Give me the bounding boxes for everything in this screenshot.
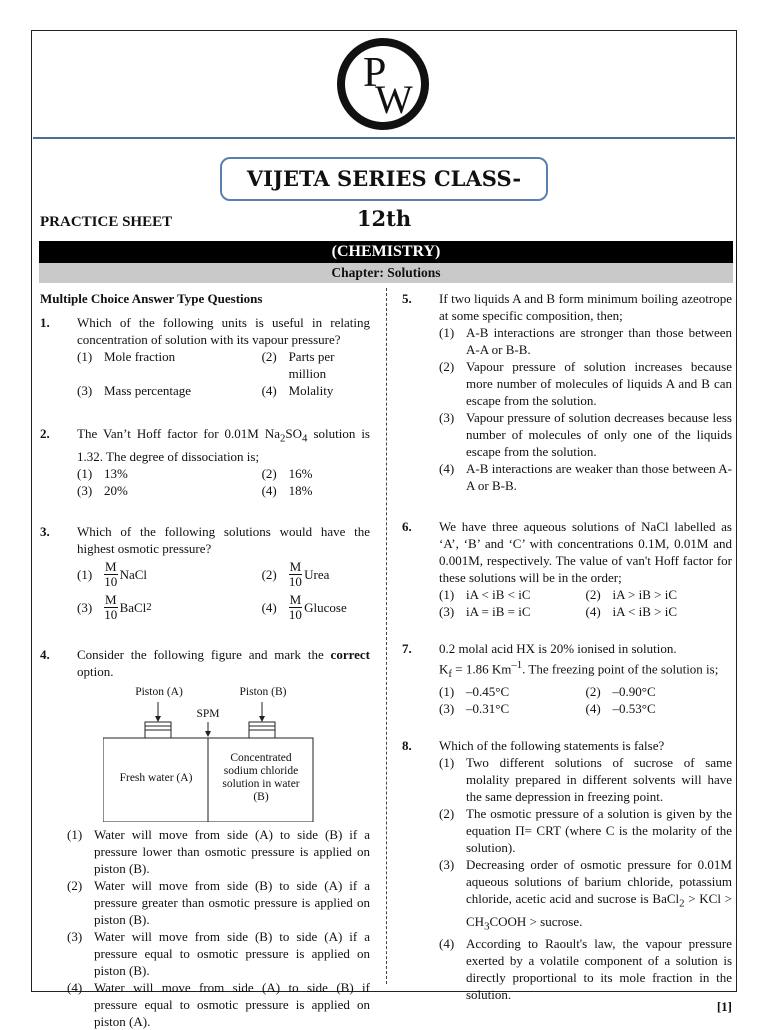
question-5 [402,290,732,494]
option-number: (1) [439,325,455,340]
option-text: –0.45°C [466,683,510,699]
question-6 [402,518,732,620]
option-2[interactable] [586,586,733,603]
question-text: We have three aqueous solutions of NaCl labelled as ‘A’, ‘B’ and ‘C’ with concentrations 0.1M, 0.01M and 0.001M, respectively. The value of van't Hoff factor for these solutions will be in the order; [439,519,732,585]
spm-label: SPM [196,707,220,720]
option-2[interactable] [439,805,732,856]
piston-b-arrowhead [259,716,265,722]
question-number: 3. [40,523,50,539]
option-text: 18% [288,482,313,498]
fraction [289,560,303,589]
options [439,683,732,717]
option-4[interactable] [262,593,370,622]
option-number: (2) [439,805,455,821]
question-2 [40,425,370,499]
options [439,324,732,494]
question-number: 2. [40,426,50,441]
piston-a-arrowhead [155,716,161,722]
option-3[interactable] [439,409,732,460]
option-3[interactable] [439,700,586,717]
option-text: 13% [104,465,128,481]
subscript: 2 [146,600,152,613]
option-number: (3) [77,383,93,398]
option-text: –0.90°C [612,683,656,699]
option-number: (1) [439,587,455,602]
option-number: (2) [585,587,601,602]
option-text: Urea [304,566,330,582]
subscript: 4 [302,432,308,445]
page-number: [1] [716,999,732,1014]
header-rule [33,137,735,139]
text-line [439,657,732,683]
question-text [77,425,370,465]
option-number: (4) [439,936,455,952]
option-number: (4) [585,604,601,619]
option-text: iA > iB > iC [612,587,678,602]
subject-bar: (CHEMISTRY) [39,241,733,263]
fraction-numerator: M [105,591,117,607]
option-1[interactable] [439,683,586,700]
option-1[interactable] [67,826,370,877]
question-text: Which of the following units is useful in relating concentration of solution with its vapour pressure? [77,315,370,347]
text-part: SO [285,426,303,441]
option-text: iA < iB > iC [612,604,678,619]
option-text: Molality [288,383,334,398]
option-number: (4) [585,700,601,716]
section-heading: Multiple Choice Answer Type Questions [40,291,263,306]
option-number: (2) [261,566,277,582]
option-text: BaCl [119,599,147,615]
option-number: (3) [77,599,93,615]
fraction-denominator: 10 [288,573,302,589]
column-divider [386,288,387,984]
option-1[interactable] [439,754,732,805]
spm-arrowhead [205,731,211,737]
question-3 [40,523,370,626]
fraction-numerator: M [289,558,302,574]
text-part: option. [77,663,114,679]
option-text: Glucose [304,599,347,615]
option-4[interactable] [262,482,370,499]
text-part: COOH > sucrose. [489,913,583,929]
fraction-numerator: M [289,591,302,607]
fresh-water-label: Fresh water (A) [119,771,193,784]
question-text: Which of the following statements is false? [439,737,665,753]
option-1[interactable] [77,348,262,382]
question-number: 5. [402,291,412,306]
option-4[interactable] [586,603,733,620]
practice-sheet-label: PRACTICE SHEET [40,214,173,230]
subscript: 2 [280,432,286,445]
option-text: According to Raoult's law, the vapour pressure exerted by a volatile component of a solution is directly proportional to its mole fraction in the solution. [466,936,732,1003]
question-number: 1. [40,315,50,330]
option-2[interactable] [262,348,370,382]
osmosis-figure [103,686,343,822]
fraction-denominator: 10 [104,606,118,622]
bold-text: correct [330,646,370,662]
option-number: (1) [67,826,83,842]
option-2[interactable] [586,683,733,700]
option-number: (1) [77,566,93,582]
option-2[interactable] [439,358,732,409]
text-part: The Van’t Hoff factor for 0.01M Na [77,426,280,441]
option-1[interactable] [439,586,586,603]
option-3[interactable] [77,593,262,622]
text-part: = 1.86 Km [452,661,512,677]
fraction [104,593,118,622]
logo-letter-w: W [375,77,413,122]
question-1 [40,314,370,399]
option-text: Vapour pressure of solution decreases because less number of molecules of only one of the liquids escape from the solution. [466,410,732,459]
fraction-denominator: 10 [104,573,118,589]
option-number: (2) [439,359,455,374]
text-part: . The freezing point of the solution is; [522,661,719,677]
option-1[interactable] [77,560,262,589]
left-column [40,290,370,1030]
option-3[interactable] [439,603,586,620]
option-4[interactable] [439,935,732,1003]
option-number: (1) [439,754,455,770]
question-number: 4. [40,646,50,662]
option-number: (4) [261,599,277,615]
option-text: –0.53°C [612,700,656,716]
fraction [104,560,118,589]
option-text: –0.31°C [466,700,510,716]
superscript: –1 [511,659,523,671]
option-number: (3) [439,604,455,619]
right-column [402,290,732,1003]
options [77,348,370,399]
question-text: Which of the following solutions would have the highest osmotic pressure? [77,523,370,556]
option-text: A-B interactions are weaker than those between A-A or B-B. [466,461,732,493]
text-line: 0.2 molal acid HX is 20% ionised in solution. [439,641,677,656]
option-3[interactable] [77,482,262,499]
option-4[interactable] [262,382,370,399]
option-number: (2) [67,877,83,893]
option-number: (2) [261,349,277,364]
text-part: > KCl > CH [466,890,732,929]
fraction-denominator: 10 [288,606,302,622]
option-text: Parts per million [288,349,335,381]
option-number: (3) [439,700,455,716]
option-3[interactable] [439,856,732,935]
option-1[interactable] [439,324,732,358]
option-number: (2) [261,465,277,481]
option-number: (4) [67,979,83,995]
option-text: Water will move from side (A) to side (B) if a pressure lower than osmotic pressure is applied on piston (B). [94,826,370,876]
options [77,560,370,626]
option-number: (4) [261,383,277,398]
options [67,826,370,1030]
option-text: 20% [104,482,128,498]
subscript: 2 [679,897,685,910]
text-part: Consider the following figure and mark the [77,646,331,662]
option-text: Vapour pressure of solution increases because more number of molecules of liquids A and B can escape from the solution. [466,359,732,408]
options [439,586,732,620]
option-number: (1) [77,349,93,364]
option-text: NaCl [119,566,148,582]
option-number: (2) [585,683,601,699]
option-2[interactable] [262,560,370,589]
option-text: Water will move from side (A) to side (B) if pressure equal to osmotic pressure is applied on piston (A). [94,979,370,1029]
option-text: 16% [288,465,313,481]
piston-b-label: Piston (B) [239,685,287,698]
options [439,754,732,1003]
piston-a-label: Piston (A) [135,685,183,698]
options [77,465,370,499]
fraction [289,593,303,622]
pw-logo [337,38,429,130]
chapter-bar: Chapter: Solutions [39,263,733,283]
option-text: Mole fraction [104,349,176,364]
question-text [77,646,370,680]
option-text: A-B interactions are stronger than those between A-A or B-B. [466,325,732,357]
question-number: 7. [402,641,412,656]
fraction-numerator: M [105,558,117,574]
option-text [466,856,732,935]
option-number: (4) [439,461,455,476]
option-number: (3) [77,482,93,498]
question-text [439,640,732,683]
option-number: (1) [77,465,93,481]
option-text: iA < iB < iC [466,587,531,602]
subscript: 3 [484,920,490,933]
option-text: Mass percentage [104,383,191,398]
text-part: Decreasing order of osmotic pressure for 0.01M aqueous solutions of barium chloride, potassium chloride, acetic acid and sucrose is BaCl [466,856,732,906]
question-number: 6. [402,519,412,534]
option-2[interactable] [67,877,370,928]
option-3[interactable] [67,928,370,979]
question-8 [402,737,732,1003]
option-text: Water will move from side (B) to side (A) if a pressure greater than osmotic pressure is applied on piston (B). [94,877,370,927]
series-title: VIJETA SERIES CLASS-12th [220,157,548,201]
logo-letter-p: P [363,50,387,96]
option-4[interactable] [439,460,732,494]
question-4 [40,646,370,1030]
option-2[interactable] [262,465,370,482]
option-text: The osmotic pressure of a solution is given by the equation Π= CRT (where C is the molarity of the solution). [466,805,732,855]
logo-inner [345,46,421,122]
nacl-solution-label: Concentrated sodium chloride solution in water (B) [222,751,300,803]
option-text: iA = iB = iC [466,604,531,619]
subscript: f [448,667,452,680]
option-number: (3) [439,410,455,425]
option-text: Two different solutions of sucrose of same molality prepared in different solvents will have the same depression in freezing point. [466,754,732,804]
option-number: (4) [261,482,277,498]
question-7 [402,640,732,717]
option-number: (3) [439,856,455,872]
option-number: (3) [67,928,83,944]
question-text: If two liquids A and B form minimum boiling azeotrope at some specific composition, then; [439,291,732,323]
option-text: Water will move from side (B) to side (A) if a pressure equal to osmotic pressure is applied on piston (B). [94,928,370,978]
option-1[interactable] [77,465,262,482]
option-4[interactable] [67,979,370,1030]
question-number: 8. [402,737,412,753]
option-number: (1) [439,683,455,699]
option-3[interactable] [77,382,262,399]
option-4[interactable] [586,700,733,717]
text-part: solution is 1.32. The degree of dissociation is; [77,426,370,464]
text-part: K [439,661,449,677]
